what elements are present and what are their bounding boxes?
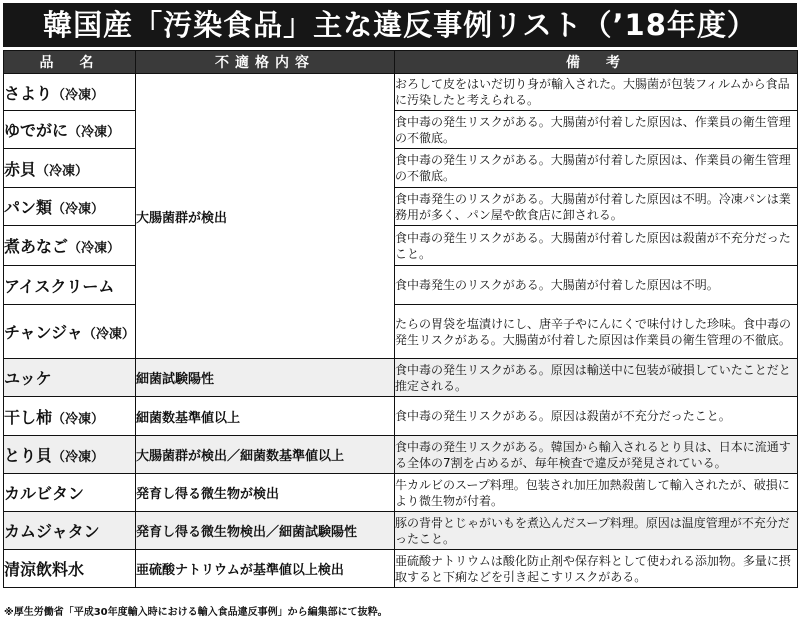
header-notes: 備 考 (395, 51, 798, 74)
item-name: 赤貝（冷凍） (4, 149, 136, 188)
violation-table (3, 50, 798, 588)
note-cell: 食中毒の発生リスクがある。大腸菌が付着した原因は、作業員の衛生管理の不徹底。 (395, 149, 798, 188)
violation-cell: 亜硫酸ナトリウムが基準値以上検出 (136, 550, 395, 588)
source-footnote: ※厚生労働省「平成30年度輸入時における輸入食品違反事例」から編集部にて抜粋。 (4, 607, 388, 618)
note-cell: 食中毒の発生リスクがある。原因は殺菌が不充分だったこと。 (395, 397, 798, 436)
table-row (4, 74, 798, 111)
table-header-row (4, 51, 798, 74)
item-name: チャンジャ（冷凍） (4, 305, 136, 359)
table-row (4, 550, 798, 588)
table-row (4, 149, 798, 188)
violation-cell: 発育し得る微生物検出／細菌試験陽性 (136, 512, 395, 550)
note-cell: 豚の背骨とじゃがいもを煮込んだスープ料理。原因は温度管理が不充分だったこと。 (395, 512, 798, 550)
table-row (4, 512, 798, 550)
item-name: パン類（冷凍） (4, 188, 136, 226)
note-cell: 食中毒の発生リスクがある。原因は輸送中に包装が破損していたことだと推定される。 (395, 359, 798, 397)
table-row (4, 226, 798, 266)
table-row (4, 474, 798, 512)
table-row (4, 436, 798, 474)
item-name: カムジャタン (4, 512, 136, 550)
item-name: ゆでがに（冷凍） (4, 111, 136, 149)
header-item: 品 名 (4, 51, 136, 74)
header-violation: 不適格内容 (136, 51, 395, 74)
note-cell: たらの胃袋を塩漬けにし、唐辛子やにんにくで味付けした珍味。食中毒の発生リスクがある。大腸菌が付着した原因は作業員の衛生管理の不徹底。 (395, 305, 798, 359)
table-row (4, 111, 798, 149)
item-name: とり貝（冷凍） (4, 436, 136, 474)
note-cell: 食中毒の発生リスクがある。韓国から輸入されるとり貝は、日本に流通する全体の7割を占めるが、毎年検査で違反が発見されている。 (395, 436, 798, 474)
item-name: 清涼飲料水 (4, 550, 136, 588)
item-name: 干し柿（冷凍） (4, 397, 136, 436)
note-cell: 牛カルビのスープ料理。包装され加圧加熱殺菌して輸入されたが、破損により微生物が付着。 (395, 474, 798, 512)
note-cell: 亜硫酸ナトリウムは酸化防止剤や保存料として使われる添加物。多量に摂取すると下痢などを引き起こすリスクがある。 (395, 550, 798, 588)
page-title: 韓国産「汚染食品」主な違反事例リスト（’18年度） (3, 3, 797, 47)
note-cell: 食中毒発生のリスクがある。大腸菌が付着した原因は不明。冷凍パンは業務用が多く、パン屋や飲食店に卸される。 (395, 188, 798, 226)
table-row (4, 397, 798, 436)
violation-cell: 大腸菌群が検出／細菌数基準値以上 (136, 436, 395, 474)
table-row (4, 266, 798, 305)
violation-cell: 細菌試験陽性 (136, 359, 395, 397)
note-cell: 食中毒の発生リスクがある。大腸菌が付着した原因は殺菌が不充分だったこと。 (395, 226, 798, 266)
violation-cell: 細菌数基準値以上 (136, 397, 395, 436)
table-row (4, 305, 798, 359)
note-cell: おろして皮をはいだ切り身が輸入された。大腸菌が包装フィルムから食品に汚染したと考えられる。 (395, 74, 798, 111)
item-name: 煮あなご（冷凍） (4, 226, 136, 266)
note-cell: 食中毒の発生リスクがある。大腸菌が付着した原因は、作業員の衛生管理の不徹底。 (395, 111, 798, 149)
item-name: ユッケ (4, 359, 136, 397)
item-name: さより（冷凍） (4, 74, 136, 111)
note-cell: 食中毒発生のリスクがある。大腸菌が付着した原因は不明。 (395, 266, 798, 305)
violation-cell: 大腸菌群が検出 (136, 74, 395, 359)
item-name: カルビタン (4, 474, 136, 512)
item-name: アイスクリーム (4, 266, 136, 305)
table-row (4, 359, 798, 397)
table-row (4, 188, 798, 226)
violation-cell: 発育し得る微生物が検出 (136, 474, 395, 512)
